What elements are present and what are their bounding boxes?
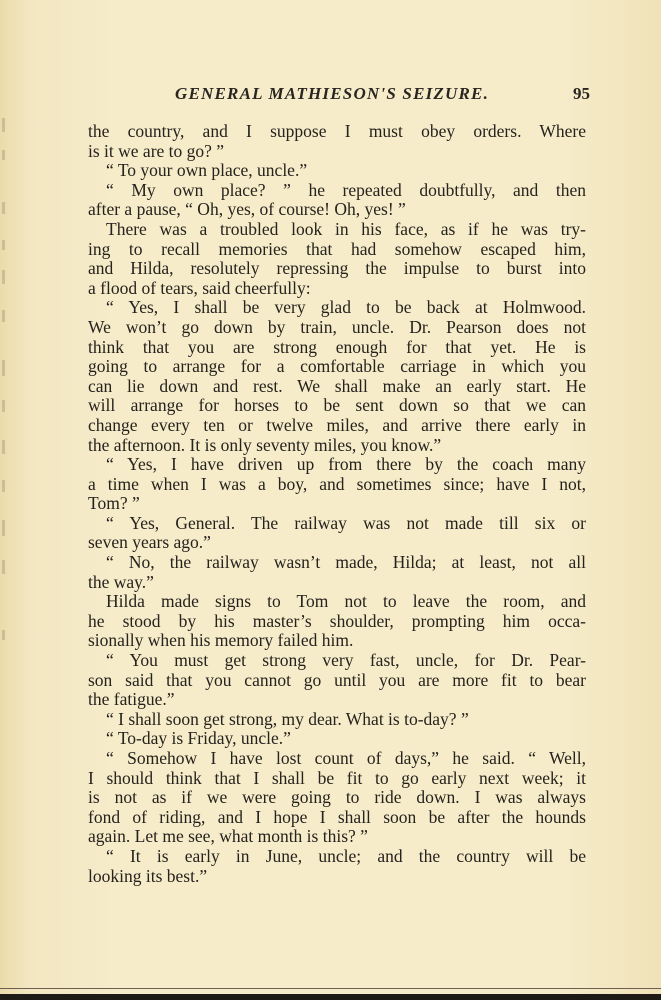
text-line: going to arrange for a comfortable carriage in which you (88, 356, 586, 377)
text-line: “ Yes, I shall be very glad to be back at Holmwood. (106, 297, 586, 318)
text-line: is not as if we were going to ride down. I was always (88, 787, 586, 808)
text-line: the country, and I suppose I must obey orders. Where (88, 121, 586, 141)
text-line: son said that you cannot go until you are more fit to bear (88, 669, 586, 690)
edge-mark (2, 520, 5, 536)
text-line: is it we are to go? ” (88, 140, 225, 161)
text-line: “ You must get strong very fast, uncle, for Dr. Pear- (106, 650, 586, 671)
text-line: and Hilda, resolutely repressing the impulse to burst into (88, 258, 586, 279)
text-line: I should think that I shall be fit to go early next week; it (88, 767, 586, 788)
body-text (88, 122, 586, 886)
page-bottom-edge (0, 994, 661, 1000)
edge-mark (2, 202, 5, 214)
text-line: “ It is early in June, uncle; and the country will be (106, 845, 586, 866)
text-line: “ Yes, General. The railway was not made till six or (106, 512, 586, 533)
binding-edge (0, 110, 14, 630)
text-line: We won’t go down by train, uncle. Dr. Pearson does not (88, 316, 586, 337)
page-bottom-line (0, 988, 661, 989)
text-line: sionally when his memory failed him. (88, 630, 354, 651)
text-line: “ My own place? ” he repeated doubtfully, and then (106, 179, 586, 200)
text-line: seven years ago.” (88, 532, 211, 553)
text-line: “ To your own place, uncle.” (106, 160, 308, 181)
text-line: “ To-day is Friday, uncle.” (106, 728, 291, 749)
text-line: the afternoon. It is only seventy miles, you know.” (88, 434, 442, 455)
edge-mark (2, 480, 5, 492)
edge-mark (2, 118, 5, 132)
text-line: “ Yes, I have driven up from there by the coach many (106, 454, 586, 475)
edge-mark (2, 630, 5, 640)
text-line: will arrange for horses to be sent down so that we can (88, 395, 586, 416)
text-line: change every ten or twelve miles, and arrive there early in (88, 414, 586, 435)
text-line: fond of riding, and I hope I shall soon be after the hounds (88, 806, 586, 827)
edge-mark (2, 150, 5, 160)
text-line: after a pause, “ Oh, yes, of course! Oh, yes! ” (88, 199, 406, 220)
text-line: ing to recall memories that had somehow escaped him, (88, 238, 586, 259)
page-header (175, 84, 595, 108)
text-line: he stood by his master’s shoulder, prompting him occa- (88, 610, 586, 631)
text-line: the way.” (88, 571, 154, 592)
text-line: a time when I was a boy, and sometimes since; have I not, (88, 473, 586, 494)
edge-mark (2, 310, 5, 322)
text-line: “ Somehow I have lost count of days,” he said. “ Well, (106, 748, 586, 768)
edge-mark (2, 400, 5, 412)
text-line: “ I shall soon get strong, my dear. What is to-day? ” (106, 708, 469, 729)
text-line: looking its best.” (88, 865, 208, 886)
edge-mark (2, 440, 5, 454)
edge-mark (2, 360, 5, 376)
edge-mark (2, 560, 5, 574)
edge-mark (2, 240, 5, 250)
text-line: Hilda made signs to Tom not to leave the room, and (106, 591, 586, 612)
text-line: can lie down and rest. We shall make an early start. He (88, 375, 586, 396)
text-line: again. Let me see, what month is this? ” (88, 826, 368, 847)
text-line: a flood of tears, said cheerfully: (88, 277, 311, 298)
text-line: There was a troubled look in his face, as if he was try- (106, 218, 586, 239)
running-title: GENERAL MATHIESON'S SEIZURE. (175, 84, 490, 103)
page-number: 95 (573, 84, 590, 103)
text-line: “ No, the railway wasn’t made, Hilda; at least, not all (106, 552, 586, 573)
text-line: think that you are strong enough for that yet. He is (88, 336, 586, 357)
edge-mark (2, 270, 5, 284)
text-line: the fatigue.” (88, 689, 175, 710)
text-line: Tom? ” (88, 493, 140, 514)
